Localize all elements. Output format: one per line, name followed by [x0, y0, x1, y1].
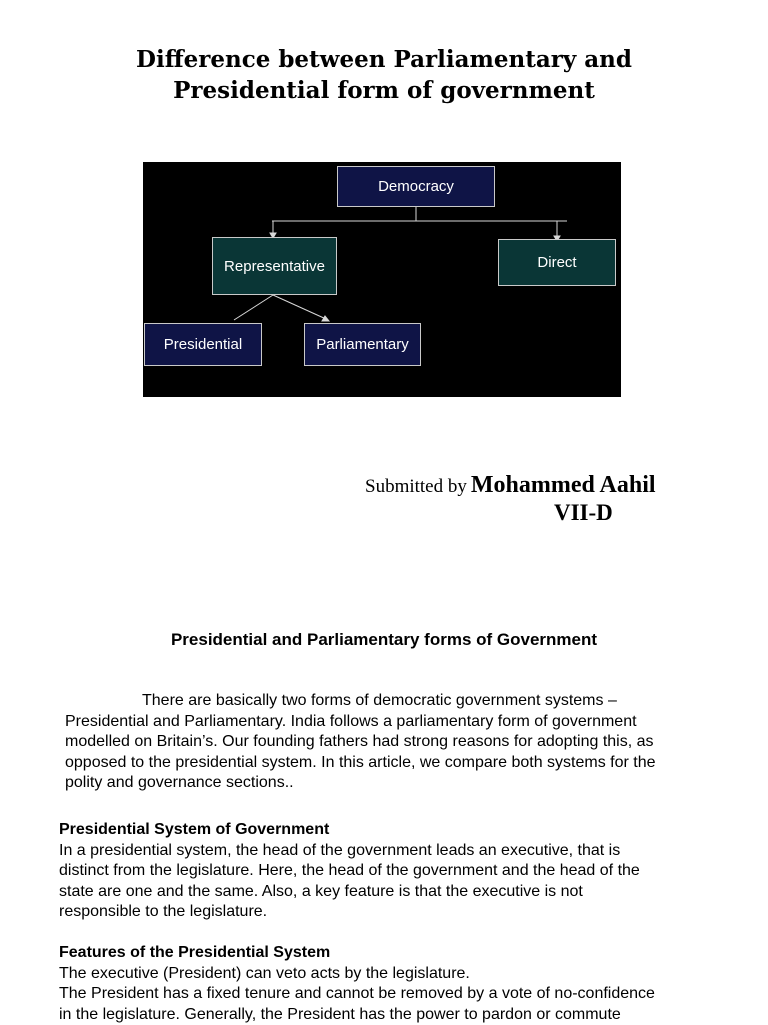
features-line: The President has a fixed tenure and cannot be removed by a vote of no-confidence	[59, 985, 655, 1003]
democracy-diagram	[143, 162, 621, 397]
node-democracy: Democracy	[337, 166, 495, 207]
connector-to-parliamentary	[273, 295, 326, 319]
presidential-system-line: distinct from the legislature. Here, the head of the government and the head of the	[59, 862, 640, 880]
connector-to-presidential	[234, 295, 273, 320]
presidential-system-line: In a presidential system, the head of the government leads an executive, that is	[59, 841, 621, 859]
author-class: VII-D	[554, 500, 613, 525]
presidential-system-heading: Presidential System of Government	[59, 821, 330, 838]
document-title	[0, 44, 768, 106]
presidential-system-line: responsible to the legislature.	[59, 903, 268, 921]
section-title: Presidential and Parliamentary forms of Government	[170, 630, 598, 649]
features-heading: Features of the Presidential System	[59, 944, 331, 961]
presidential-system-line: state are one and the same. Also, a key feature is that the executive is not	[59, 882, 583, 900]
features-line: in the legislature. Generally, the President has the power to pardon or commute	[59, 1005, 621, 1023]
arrow-to-parliamentary	[322, 316, 329, 321]
intro-line: modelled on Britain’s. Our founding fathers had strong reasons for adopting this, as	[65, 733, 654, 751]
node-representative: Representative	[212, 237, 337, 295]
title-line-1: Difference between Parliamentary and	[136, 46, 632, 73]
intro-line: opposed to the presidential system. In this article, we compare both systems for the	[65, 753, 656, 771]
intro-line: polity and governance sections..	[65, 774, 294, 792]
submitted-by	[365, 472, 656, 499]
features-line: The executive (President) can veto acts by the legislature.	[59, 964, 470, 982]
node-direct: Direct	[498, 239, 616, 286]
intro-paragraph	[65, 691, 656, 794]
intro-line: There are basically two forms of democratic government systems –	[142, 692, 617, 709]
submitted-by-label: Submitted by	[365, 476, 467, 497]
intro-line: Presidential and Parliamentary. India follows a parliamentary form of government	[65, 712, 637, 730]
title-line-2: Presidential form of government	[173, 77, 595, 104]
node-parliamentary: Parliamentary	[304, 323, 421, 366]
features-section	[59, 943, 655, 1025]
presidential-system-section	[59, 820, 640, 923]
author-name: Mohammed Aahil	[470, 472, 656, 498]
node-presidential: Presidential	[144, 323, 262, 366]
